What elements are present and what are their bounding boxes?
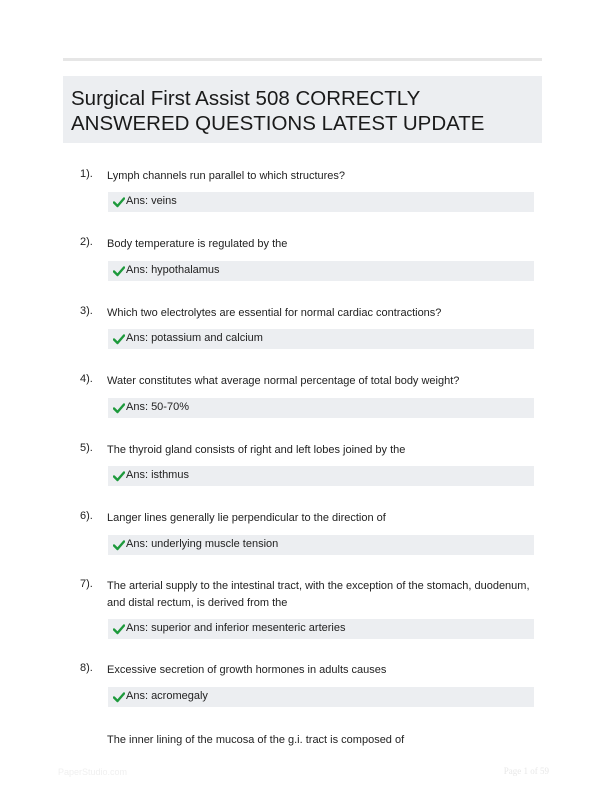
answer-text: Ans: 50-70%	[126, 401, 189, 413]
check-icon	[113, 690, 125, 704]
answer-box	[108, 261, 534, 281]
question-number: 3).	[80, 305, 93, 317]
question-text: The arterial supply to the intestinal tract, with the exception of the stomach, duodenum, and distal rectum, is derived from the	[107, 580, 530, 609]
question-text: Langer lines generally lie perpendicular to the direction of	[107, 512, 386, 524]
check-icon	[113, 622, 125, 636]
answer-text: Ans: superior and inferior mesenteric arteries	[126, 622, 346, 634]
question-text: Body temperature is regulated by the	[107, 238, 288, 250]
answer-box	[108, 466, 534, 486]
question-text: Water constitutes what average normal percentage of total body weight?	[107, 375, 460, 387]
question-number: 1).	[80, 168, 93, 180]
question-number: 2).	[80, 236, 93, 248]
top-divider	[63, 58, 542, 61]
check-icon	[113, 401, 125, 415]
document-title: Surgical First Assist 508 CORRECTLY ANSWERED QUESTIONS LATEST UPDATE	[71, 87, 485, 135]
answer-box	[108, 329, 534, 349]
answer-text: Ans: acromegaly	[126, 690, 208, 702]
check-icon	[113, 264, 125, 278]
question-number: 8).	[80, 662, 93, 674]
check-icon	[113, 332, 125, 346]
answer-text: Ans: veins	[126, 195, 177, 207]
answer-box	[108, 535, 534, 555]
question-number: 4).	[80, 373, 93, 385]
question-number: 7).	[80, 578, 93, 590]
question-text: Lymph channels run parallel to which structures?	[107, 170, 346, 182]
answer-text: Ans: potassium and calcium	[126, 332, 263, 344]
question-text: Excessive secretion of growth hormones in adults causes	[107, 664, 387, 676]
question-text: The inner lining of the mucosa of the g.i. tract is composed of	[107, 734, 405, 746]
title-banner	[63, 76, 542, 143]
check-icon	[113, 469, 125, 483]
answer-box	[108, 192, 534, 212]
question-number: 5).	[80, 442, 93, 454]
answer-box	[108, 619, 534, 639]
footer-site: PaperStudio.com	[58, 767, 128, 777]
answer-box	[108, 398, 534, 418]
answer-box	[108, 687, 534, 707]
page-number: Page 1 of 59	[503, 766, 549, 776]
answer-text: Ans: isthmus	[126, 469, 189, 481]
question-number: 6).	[80, 510, 93, 522]
answer-text: Ans: hypothalamus	[126, 264, 220, 276]
answer-text: Ans: underlying muscle tension	[126, 538, 279, 550]
question-text: The thyroid gland consists of right and left lobes joined by the	[107, 444, 406, 456]
question-text: Which two electrolytes are essential for normal cardiac contractions?	[107, 307, 442, 319]
check-icon	[113, 538, 125, 552]
check-icon	[113, 195, 125, 209]
